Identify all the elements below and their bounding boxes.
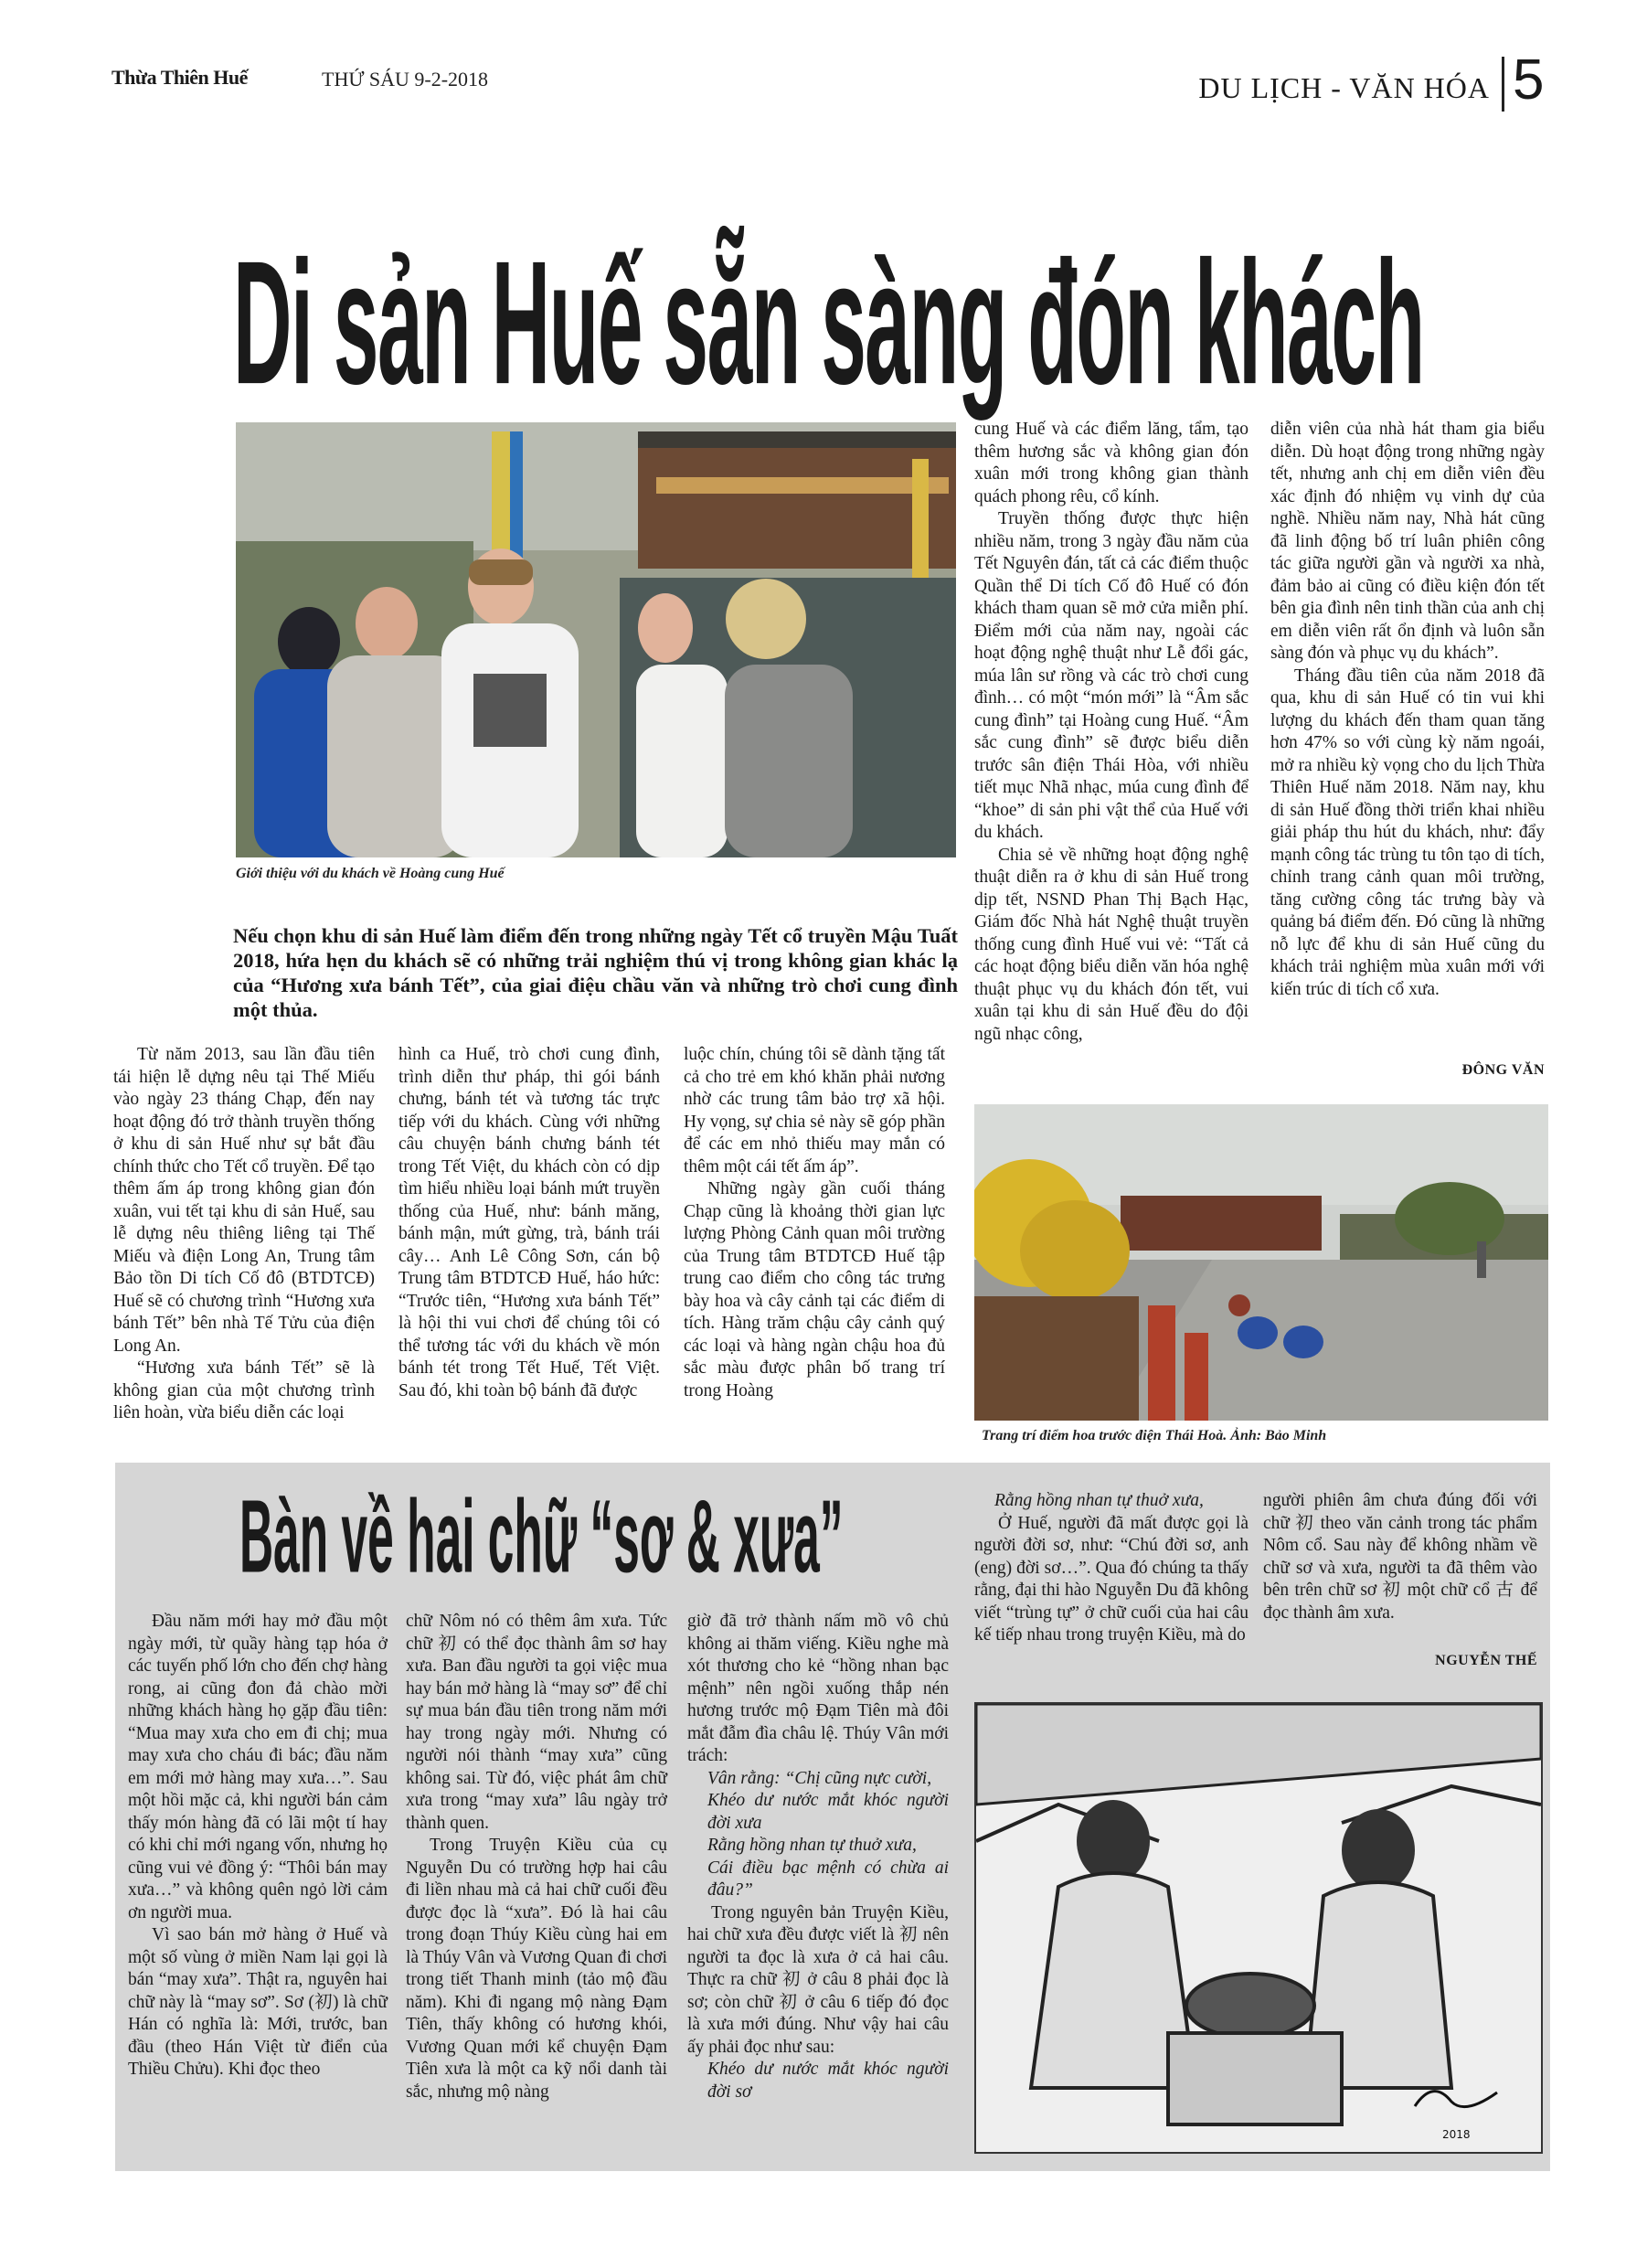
paragraph: Ở Huế, người đã mất được gọi là người đời sơ, như: “Chú đời sơ, anh (eng) đời sơ…”. Qua đó chúng ta thấy rằng, đại thi hào Nguyễn Du đã không viết “trùng tự” ở chữ cuối của hai câu kế tiếp nhau trong truyện Kiều, mà do <box>974 1513 1249 1645</box>
flower-photo-illustration <box>974 1104 1548 1421</box>
sketch-signature-year: 2018 <box>1442 2128 1471 2141</box>
section-title: DU LỊCH - VĂN HÓA <box>1198 71 1490 104</box>
verse-line: Vân rằng: “Chị cũng nực cười, <box>707 1768 932 1788</box>
paragraph: người phiên âm chưa đúng đối với chữ 初 theo văn cảnh trong tác phẩm Nôm cổ. Sau này để không nhầm về chữ sơ và xưa, người ta đã thêm vào bên trên chữ sơ 初 một chữ cổ 古 để đọc thành âm xưa. <box>1263 1491 1537 1623</box>
photo2-caption: Trang trí điểm hoa trước điện Thái Hoà. Ảnh: Bảo Minh <box>982 1428 1327 1443</box>
paragraph: Đầu năm mới hay mở đầu một ngày mới, từ quầy hàng tạp hóa ở các tuyến phố lớn cho đến chợ hàng rong, ai cũng đon đả chào mời những khách hàng họ gặp đầu tiên: “Mua may xưa cho em đi chị; mua may xưa cho cháu đi bác; đầu năm em mới mở hàng may xưa…”. Sau một hồi mặc cả, khi người bán cảm thấy món hàng đã có lãi một tí hay có khi chỉ mới ngang vốn, nhưng họ cũng vui vẻ đồng ý: “Thôi bán may xưa…” và không quên ngỏ lời cảm ơn người mua. <box>128 1612 388 1922</box>
sketch-illustration <box>974 1702 1543 2154</box>
paragraph: Từ năm 2013, sau lần đầu tiên tái hiện lễ dựng nêu tại Thế Miếu vào ngày 23 tháng Chạp, đến nay hoạt động đó trở thành truyền thống ở khu di sản Huế như sự bắt đầu chính thức cho Tết cổ truyền. Để tạo thêm ấm áp trong không gian đón xuân, vui tết tại khu di sản Huế, sau lễ dựng nêu thiêng liêng tại Thế Miếu và điện Long An, Trung tâm Bảo tồn Di tích Cố đô (BTDTCĐ) Huế sẽ có chương trình “Hương xưa bánh Tết” bên nhà Tế Tửu của điện Long An. <box>113 1045 375 1356</box>
article-headline: Di sản Huế sẵn sàng đón khách <box>233 226 1424 421</box>
article2-headline: Bàn về hai chữ “sơ & xưa” <box>239 1477 844 1595</box>
paragraph: Tháng đầu tiên của năm 2018 đã qua, khu di sản Huế có tin vui khi lượng du khách đến tham quan tăng hơn 47% so với cùng kỳ năm ngoái, mở ra nhiều kỳ vọng cho du lịch Thừa Thiên Huế năm 2018. Năm nay, khu di sản Huế đồng thời triển khai nhiều giải pháp thu hút du khách, như: đẩy mạnh công tác trùng tu tôn tạo di tích, chỉnh trang cảnh quan môi trường, tăng cường công tác trưng bày và quảng bá điểm đến. Đó cũng là những nỗ lực để khu di sản Huế cũng du khách trải nghiệm mùa xuân mới với kiến trúc di tích cổ xưa. <box>1270 665 1545 999</box>
header-divider <box>1502 57 1504 112</box>
verse-line: Rằng hồng nhan tự thuở xưa, <box>707 1836 917 1855</box>
article-column-1 <box>113 1044 375 1425</box>
paragraph: Chia sẻ về những hoạt động nghệ thuật diễn ra ở khu di sản Huế trong dịp tết, NSND Phan Thị Bạch Hạc, Giám đốc Nhà hát Nghệ thuật truyền thống cung đình Huế vui vẻ: “Tất cả các hoạt động biểu diễn văn hóa nghệ thuật phục vụ du khách đón tết, vui xuân tại khu di sản Huế đều do đội ngũ nhạc công, <box>974 845 1249 1044</box>
paragraph: diễn viên của nhà hát tham gia biểu diễn. Dù hoạt động trong những ngày tết, nhưng anh chị em diễn viên đều xác định đó nhiệm vụ vinh dự của nghề. Nhiều năm nay, Nhà hát cũng đã linh động bố trí luân phiên công tác giữa người gần và người xa nhà, đảm bảo ai cũng có điều kiện đón tết bên gia đình nên tinh thần của anh chị em diễn viên rất ổn định và luôn sẵn sàng đón và phục vụ du khách”. <box>1270 420 1545 663</box>
paragraph: Truyền thống được thực hiện nhiều năm, trong 3 ngày đầu năm của Tết Nguyên đán, tất cả các điểm thuộc Quần thể Di tích Cố đô Huế có đón khách tham quan sẽ mở cửa miễn phí. Điểm mới của năm nay, ngoài các hoạt động nghệ thuật như Lễ đổi gác, múa lân sư rồng và các trò chơi cung đình… có một “món mới” là “Âm sắc cung đình” tại Hoàng cung Huế. “Âm sắc cung đình” sẽ được biểu diễn trước sân điện Thái Hòa, với nhiều tiết mục Nhã nhạc, múa cung đình để “khoe” di sản phi vật thể của Huế với du khách. <box>974 509 1249 842</box>
tourists-photo-illustration <box>236 422 956 857</box>
verse-line: Khéo dư nước mắt khóc người đời sơ <box>707 2060 949 2102</box>
paragraph: Trong nguyên bản Truyện Kiều, hai chữ xưa đều được viết là 初 nên người ta đọc là xưa ở cả hai câu. Thực ra chữ 初 ở câu 8 phải đọc là sơ; còn chữ 初 ở câu 6 tiếp đó đọc là xưa mới đúng. Như vậy hai câu ấy phải đọc như sau: <box>687 1902 949 2057</box>
paragraph: “Hương xưa bánh Tết” sẽ là không gian của một chương trình liên hoàn, vừa biểu diễn các loại <box>113 1358 375 1422</box>
article-lead: Nếu chọn khu di sản Huế làm điểm đến trong những ngày Tết cổ truyền Mậu Tuất 2018, hứa hẹn du khách sẽ có những trải nghiệm thú vị trong không gian khác lạ của “Hương xưa bánh Tết”, của giai điệu chầu văn và những trò chơi cung đình một thủa. <box>233 924 958 1021</box>
newspaper-name: Thừa Thiên Huế <box>112 66 248 89</box>
article2-column-5 <box>1263 1490 1537 1624</box>
article-column-3 <box>684 1044 945 1402</box>
page-number: 5 <box>1513 48 1545 112</box>
verse-line: Rằng hồng nhan tự thuở xưa, <box>994 1491 1204 1510</box>
tourists-photo <box>236 422 956 857</box>
market-sketch-drawing <box>976 1704 1541 2152</box>
article2-byline: NGUYỄN THẾ <box>1435 1653 1537 1668</box>
paragraph: hình ca Huế, trò chơi cung đình, trình diễn thư pháp, thi gói bánh chưng, bánh tét và tương tác trực tiếp với du khách. Cùng với những câu chuyện bánh chưng bánh tét trong Tết Việt, du khách còn có dịp tìm hiểu nhiều loại bánh mứt truyền thống của Huế, như: bánh măng, bánh mận, mứt gừng, trà, bánh trái cây… Anh Lê Công Sơn, cán bộ Trung tâm BTDTCĐ Huế, háo hức: “Trước tiên, “Hương xưa bánh Tết” là hội thi vui chơi để chúng tôi có thể tương tác với du khách về món bánh tét trong Tết Huế, Tết Việt. Sau đó, khi toàn bộ bánh đã được <box>398 1045 660 1400</box>
paragraph: Trong Truyện Kiều của cụ Nguyễn Du có trường hợp hai câu đi liền nhau mà cả hai chữ cuối đều được đọc là “xưa”. Đó là hai câu trong đoạn Thúy Kiều cùng hai em là Thúy Vân và Vương Quan đi chơi trong tiết Thanh minh (tảo mộ đầu năm). Khi đi ngang mộ nàng Đạm Tiên, thấy không có hương khói, Vương Quan mới kể chuyện Đạm Tiên xưa là một ca kỹ nổi danh tài sắc, nhưng mộ nàng <box>406 1836 667 2102</box>
paragraph: giờ đã trở thành nấm mồ vô chủ không ai thăm viếng. Kiều nghe mà xót thương cho kẻ “hồng nhan bạc mệnh” nên ngồi xuống thắp nén hương trước mộ Đạm Tiên mà đôi mắt đẫm đìa châu lệ. Thúy Vân mới trách: <box>687 1612 949 1765</box>
paragraph: Những ngày gần cuối tháng Chạp cũng là khoảng thời gian lực lượng Phòng Cảnh quan môi trường của Trung tâm BTDTCĐ Huế tập trung cao điểm cho công tác trưng bày hoa và cây cảnh tại các điểm di tích. Hàng trăm chậu cây cảnh quý các loại và hàng ngàn chậu hoa đủ sắc màu được phân bố trang trí trong Hoàng <box>684 1179 945 1400</box>
issue-date: THỨ SÁU 9-2-2018 <box>322 68 489 91</box>
verse-line: Cái điều bạc mệnh có chừa ai đâu?” <box>707 1858 949 1900</box>
article-column-5 <box>1270 419 1545 1001</box>
flower-decoration-photo <box>974 1104 1548 1421</box>
paragraph: luộc chín, chúng tôi sẽ dành tặng tất cả cho trẻ em khó khăn phải nương nhờ các trung tâm bảo trợ xã hội. Hy vọng, sự chia sẻ này sẽ góp phần để các em nhỏ thiếu may mắn có thêm một cái tết ấm áp”. <box>684 1045 945 1177</box>
article2-column-2 <box>406 1611 667 2103</box>
paragraph: chữ Nôm nó có thêm âm xưa. Tức chữ 初 có thể đọc thành âm sơ hay xưa. Ban đầu người ta gọi việc mua hay bán mở hàng là “may sơ” để chỉ sự mua bán đầu tiên trong năm mới hay trong ngày mới. Nhưng có người nói thành “may xưa” cũng không sai. Từ đó, việc phát âm chữ xưa trong “may xưa” lâu ngày trở thành quen. <box>406 1612 667 1833</box>
paragraph: cung Huế và các điểm lăng, tẩm, tạo thêm hương sắc và không gian đón xuân mới trong không gian thành quách phong rêu, cổ kính. <box>974 420 1249 506</box>
verse-line: Khéo dư nước mắt khóc người đời xưa <box>707 1791 949 1833</box>
article2-column-1 <box>128 1611 388 2082</box>
article2-column-4 <box>974 1490 1249 1647</box>
paragraph: Vì sao bán mở hàng ở Huế và một số vùng ở miền Nam lại gọi là bán “may xưa”. Thật ra, nguyên hai chữ này là “may sơ”. Sơ (初) là chữ Hán có nghĩa là: Mới, trước, ban đầu (theo Hán Việt từ điển của Thiều Chửu). Khi đọc theo <box>128 1925 388 2079</box>
author-byline: ĐÔNG VĂN <box>1461 1062 1545 1078</box>
photo-caption: Giới thiệu với du khách về Hoàng cung Huế <box>236 866 505 881</box>
article2-column-3 <box>687 1611 949 2103</box>
article-column-4 <box>974 419 1249 1046</box>
article-column-2 <box>398 1044 660 1402</box>
